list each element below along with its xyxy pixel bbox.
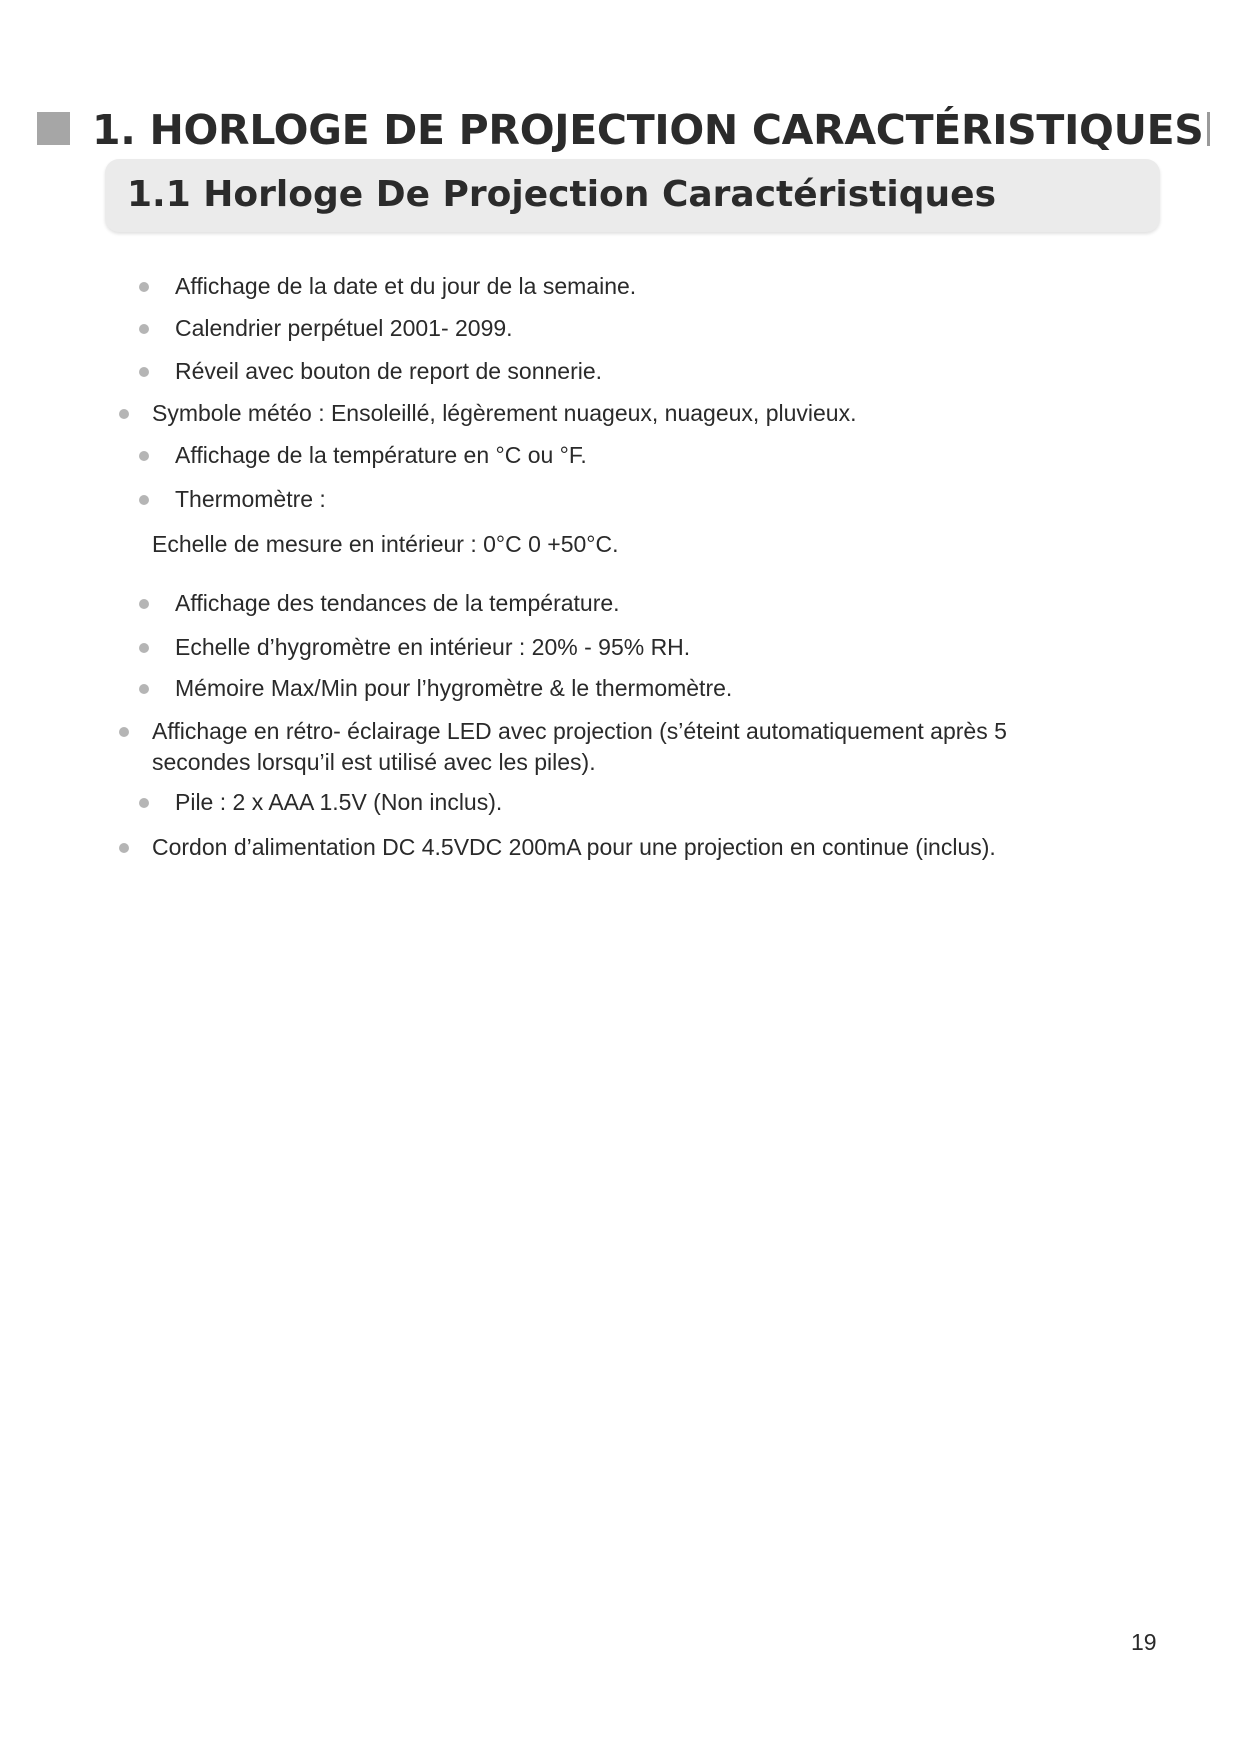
bullet-icon (139, 451, 149, 461)
page-number: 19 (1131, 1629, 1157, 1655)
page-edge-mark (1207, 112, 1210, 146)
bullet-icon (139, 495, 149, 505)
bullet-icon (139, 367, 149, 377)
list-item-text: Pile : 2 x AAA 1.5V (Non inclus). (175, 789, 503, 815)
bullet-icon (119, 843, 129, 853)
list-item-text: Affichage des tendances de la température. (175, 590, 620, 616)
list-item-text: Mémoire Max/Min pour l’hygromètre & le thermomètre. (175, 675, 733, 701)
thermometer-range-note: Echelle de mesure en intérieur : 0°C 0 +50°C. (152, 531, 619, 557)
subsection-title: 1.1 Horloge De Projection Caractéristiques (127, 174, 996, 215)
list-item-text: Affichage de la date et du jour de la semaine. (175, 273, 637, 299)
section-marker (37, 112, 70, 145)
bullet-icon (139, 684, 149, 694)
list-item-text: Echelle d’hygromètre en intérieur : 20% - 95% RH. (175, 634, 691, 660)
section-title: 1. HORLOGE DE PROJECTION CARACTÉRISTIQUES (92, 106, 1204, 154)
list-item-text-continued: secondes lorsqu’il est utilisé avec les piles). (152, 749, 596, 775)
bullet-icon (139, 798, 149, 808)
list-item-text: Thermomètre : (175, 486, 326, 512)
bullet-icon (119, 727, 129, 737)
bullet-icon (119, 409, 129, 419)
bullet-icon (139, 599, 149, 609)
list-item-text: Cordon d’alimentation DC 4.5VDC 200mA pour une projection en continue (inclus). (152, 834, 996, 860)
list-item-text: Affichage en rétro- éclairage LED avec projection (s’éteint automatiquement après 5 (152, 718, 1007, 744)
list-item-text: Réveil avec bouton de report de sonnerie. (175, 358, 603, 384)
list-item-text: Affichage de la température en °C ou °F. (175, 442, 587, 468)
bullet-icon (139, 643, 149, 653)
list-item-text: Symbole météo : Ensoleillé, légèrement nuageux, nuageux, pluvieux. (152, 400, 857, 426)
bullet-icon (139, 324, 149, 334)
subsection-header (105, 159, 1160, 232)
list-item-text: Calendrier perpétuel 2001- 2099. (175, 315, 513, 341)
bullet-icon (139, 282, 149, 292)
